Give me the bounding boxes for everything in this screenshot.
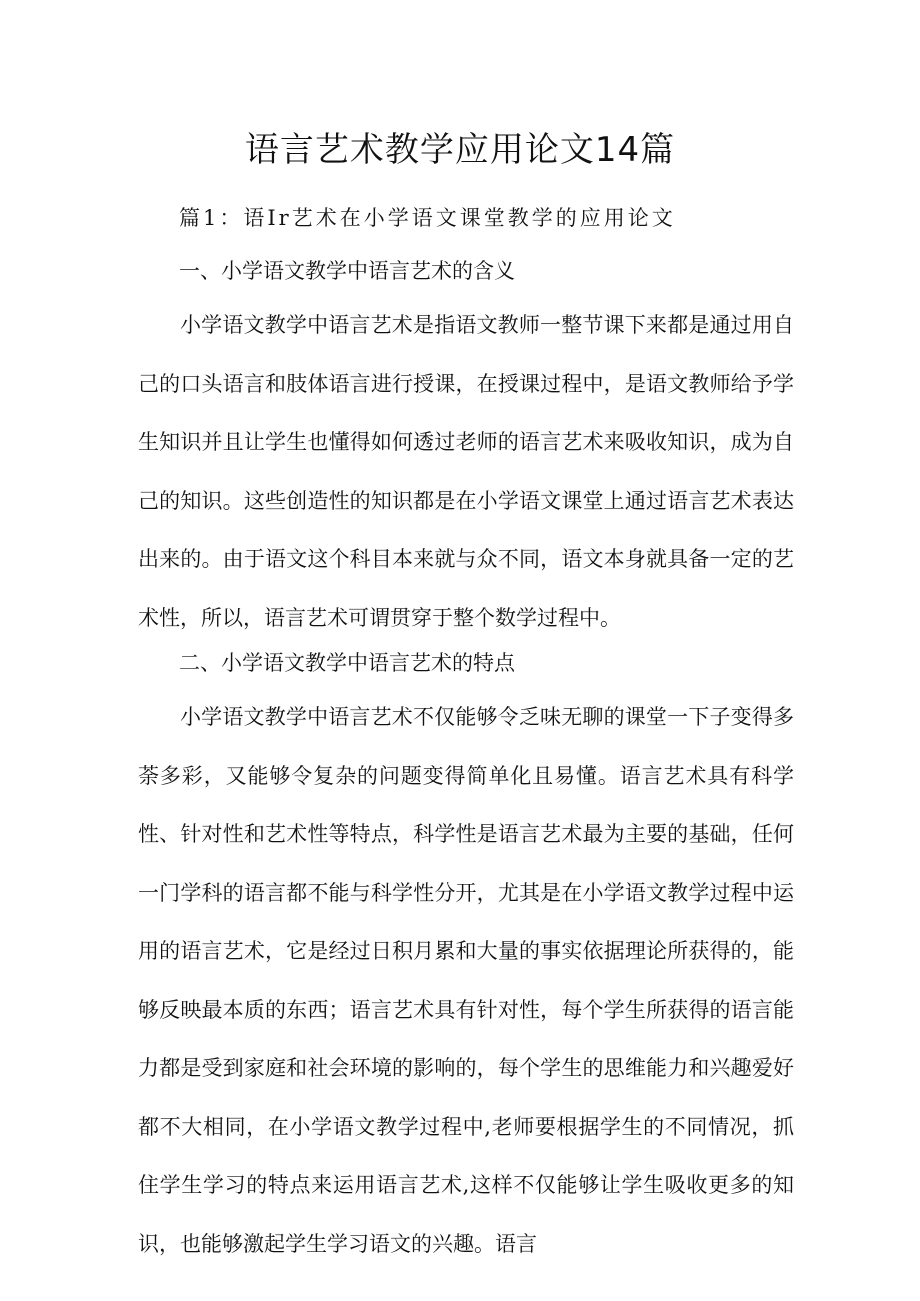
body-paragraph-1: 小学语文教学中语言艺术是指语文教师一整节课下来都是通过用自己的口头语言和肢体语言进行授课，在授课过程中，是语文教师给予学生知识并且让学生也懂得如何透过老师的语言艺术来吸收知识，成为自己的知识。这些创造性的知识都是在小学语文课堂上通过语言艺术表达出来的。由于语文这个科目本来就与众不同，语文本身就具备一定的艺术性，所以，语言艺术可谓贯穿于整个数学过程中。 [138, 313, 794, 630]
section-heading-2: 二、小学语文教学中语言艺术的特点 [179, 651, 515, 675]
section-heading-1: 一、小学语文教学中语言艺术的含义 [179, 259, 515, 283]
article-subtitle: 篇1：语Ir艺术在小学语文课堂教学的应用论文 [179, 206, 676, 230]
body-paragraph-2: 小学语文教学中语言艺术不仅能够令乏味无聊的课堂一下子变得多荼多彩，又能够令复杂的问题变得简单化且易懂。语言艺术具有科学性、针对性和艺术性等特点，科学性是语言艺术最为主要的基础，任何一门学科的语言都不能与科学性分开，尤其是在小学语文教学过程中运用的语言艺术，它是经过日积月累和大量的事实依据理论所获得的，能够反映最本质的东西；语言艺术具有针对性，每个学生所获得的语言能力都是受到家庭和社会环境的影响的，每个学生的思维能力和兴趣爱好都不大相同，在小学语文教学过程中,老师要根据学生的不同情况，抓住学生学习的特点来运用语言艺术,这样不仅能够让学生吸收更多的知识，也能够激起学生学习语文的兴趣。语言 [138, 705, 794, 1256]
document-title: 语言艺术教学应用论文14篇 [244, 130, 676, 170]
